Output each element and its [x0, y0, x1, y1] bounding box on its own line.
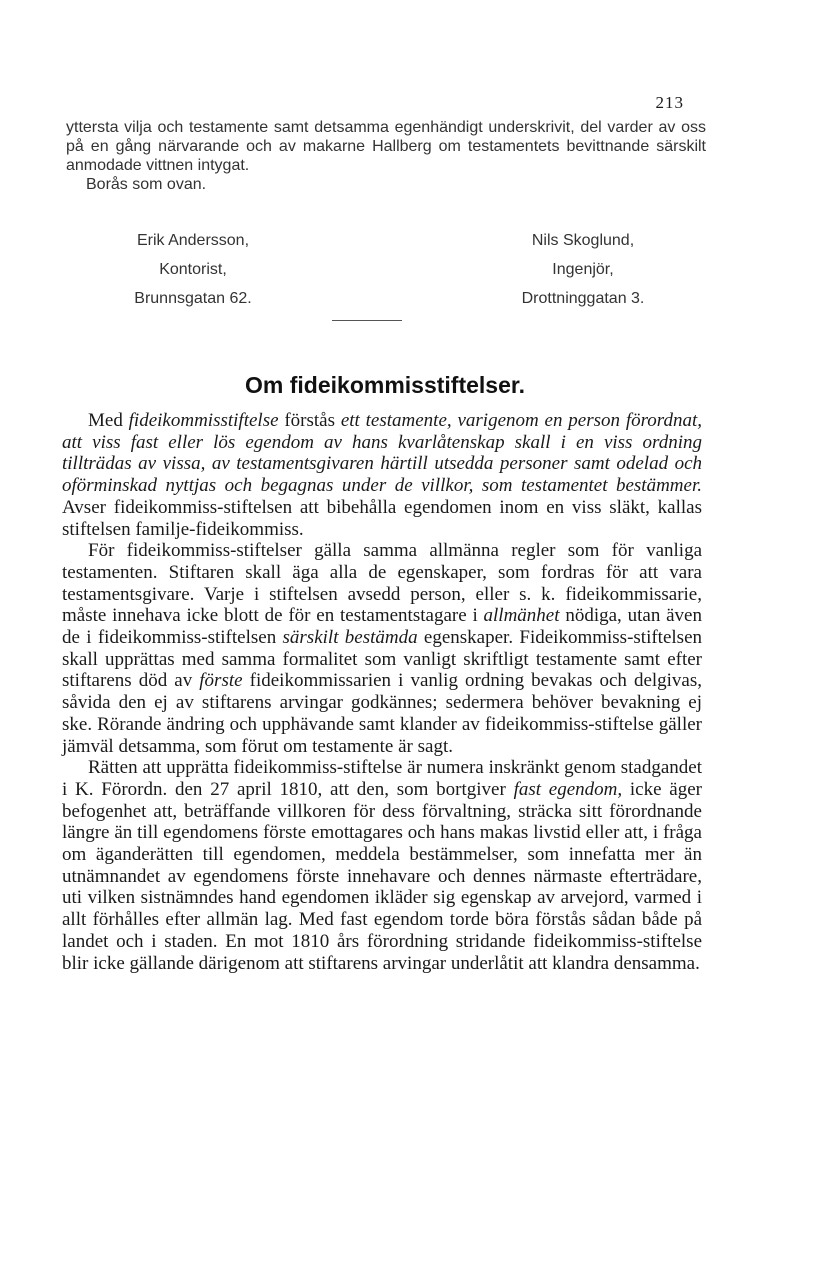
witness-title: Kontorist,: [159, 261, 227, 278]
text-run: För fideikommiss-stiftelser gälla samma allmänna regler som för vanliga testamenten. Stiftaren skall äga alla de egenskaper, som fordras för att vara testamentsgivare. Varje i stiftelsen avsedd person, eller s. k. fideikommissarie, måste innehava icke blott de för en testamentstagare i: [62, 540, 702, 627]
text-run: Rätten att upprätta fideikommiss-stiftelse är numera inskränkt genom stadgandet i K. Förordn. den 27 april 1810, att den, som bortgiver: [62, 757, 702, 800]
text-run: förstås: [278, 410, 341, 431]
witness-address: Brunnsgatan 62.: [134, 290, 252, 307]
text-run: Med: [88, 410, 129, 431]
intro-section: [66, 118, 706, 194]
text-run: fideikommissarien i vanlig ordning bevakas och delgivas, såvida den ej av stiftarens arvingar godkännes; sedermera behöver bevakning ej ske. Rörande ändring och upphävande samt klander av fideikommiss-stiftelse gäller jämväl detsamma, som förut om testamente är sagt.: [62, 670, 703, 757]
witness-signature-left: [118, 226, 268, 313]
emphasis-term: allmänhet: [483, 605, 560, 627]
emphasis-definition: ett testamente, varigenom en person förordnat, att viss fast eller lös egendom av hans kvarlåtenskap skall i en viss ordning tillträdas av vissa, av testamentsgivaren härtill utsedda personer samt odelad och oförminskad nyttjas och begagnas under de villkor, som testamentet bestämmer.: [62, 410, 703, 497]
text-run: egenskaper. Fideikommiss-stiftelsen skall upprättas med samma formalitet som vanligt skriftligt testamente samt efter stiftarens död av: [62, 627, 702, 692]
text-run: nödiga, utan även de i fideikommiss-stiftelsen: [62, 605, 702, 649]
witness-signature-right: [508, 226, 658, 313]
witness-name: Erik Andersson,: [136, 232, 250, 249]
intro-paragraph: yttersta vilja och testamente samt detsamma egenhändigt underskrivit, del varder av oss på en gång närvarande och av makarne Hallberg om testamentets bevittnande särskilt anmodade vittnen intygat.: [66, 119, 706, 174]
emphasis-term: fast egendom,: [513, 778, 623, 800]
section-divider: [332, 320, 402, 321]
section-heading: Om fideikommisstiftelser.: [245, 372, 525, 398]
witness-name: Nils Skoglund,: [531, 232, 635, 249]
body-paragraph-1: [62, 410, 702, 540]
witness-title: Ingenjör,: [552, 261, 614, 278]
body-text: [62, 410, 702, 974]
witness-address: Drottninggatan 3.: [521, 290, 645, 307]
emphasis-term: särskilt bestämda: [282, 627, 418, 649]
text-run: icke äger befogenhet att, beträffande villkoren för dess förvaltning, sträcka sitt förordnande längre än till egendomens förste emottagares och hans makas livstid eller att, i fråga om äganderätten till egendomen, meddela bestämmelser, som innefatta mer än utnämnandet av egendomens förste innehavare och dennes närmaste efterträdare, uti vilken sistnämndes hand egendomen ikläder sig egenskap av arvejord, varmed i allt förhålles efter allmän lag. Med fast egendom torde böra förstås sådan både på landet och i staden. En mot 1810 års förordning stridande fideikommiss-stiftelse blir icke gällande därigenom att stiftarens arvingar underlåtit att klandra densamma.: [62, 778, 702, 974]
body-paragraph-2: [62, 540, 702, 757]
page-number: 213: [655, 93, 684, 112]
intro-closing: Borås som ovan.: [86, 176, 207, 193]
body-paragraph-3: [62, 757, 702, 974]
text-run: Avser fideikommiss-stiftelsen att bibehålla egendomen inom en viss släkt, kallas stiftelsen familje-fideikommiss.: [62, 496, 702, 540]
emphasis-term: förste: [199, 670, 243, 692]
emphasis-term: fideikommisstiftelse: [128, 410, 279, 431]
